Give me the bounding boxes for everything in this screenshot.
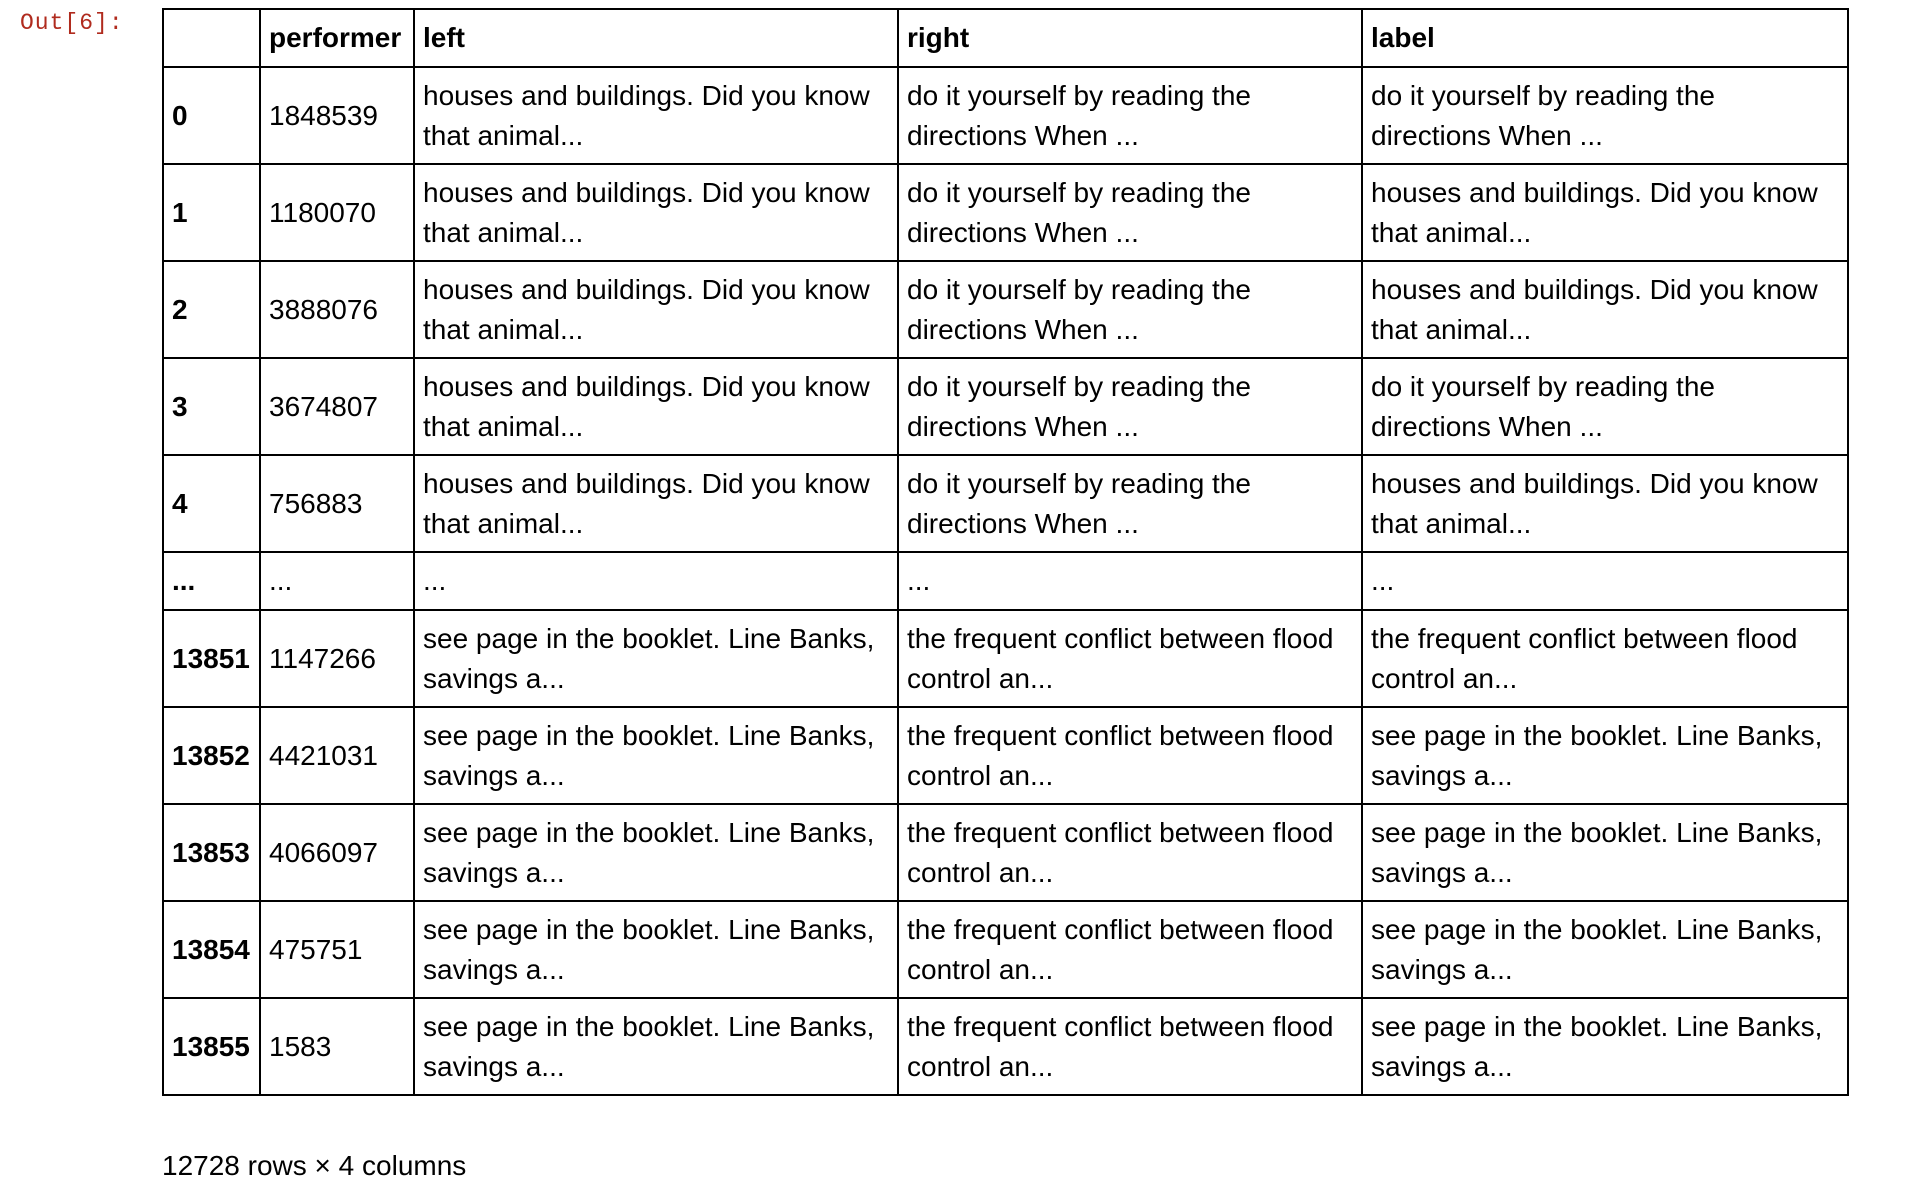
cell-performer: 1147266: [260, 610, 414, 707]
table-row: [163, 998, 1848, 1095]
cell-right: do it yourself by reading the directions When ...: [898, 67, 1362, 164]
cell-performer: 475751: [260, 901, 414, 998]
row-index: 2: [163, 261, 260, 358]
cell-performer: 4066097: [260, 804, 414, 901]
row-index: 3: [163, 358, 260, 455]
cell-label: do it yourself by reading the directions When ...: [1362, 358, 1848, 455]
cell-label: houses and buildings. Did you know that animal...: [1362, 261, 1848, 358]
ellipsis-row: [163, 552, 1848, 610]
column-header-performer: performer: [260, 9, 414, 67]
table-row: [163, 358, 1848, 455]
cell-left: see page in the booklet. Line Banks, savings a...: [414, 707, 898, 804]
cell-left: houses and buildings. Did you know that animal...: [414, 358, 898, 455]
cell-performer: 1848539: [260, 67, 414, 164]
cell-left: houses and buildings. Did you know that animal...: [414, 67, 898, 164]
dataframe-shape: 12728 rows × 4 columns: [162, 1150, 467, 1181]
cell-right: ...: [898, 552, 1362, 610]
cell-left: see page in the booklet. Line Banks, savings a...: [414, 804, 898, 901]
column-header-label: label: [1362, 9, 1848, 67]
cell-label: see page in the booklet. Line Banks, savings a...: [1362, 707, 1848, 804]
cell-left: see page in the booklet. Line Banks, savings a...: [414, 610, 898, 707]
row-index: 13851: [163, 610, 260, 707]
cell-performer: 3888076: [260, 261, 414, 358]
cell-right: do it yourself by reading the directions When ...: [898, 261, 1362, 358]
cell-label: see page in the booklet. Line Banks, savings a...: [1362, 901, 1848, 998]
cell-performer: 4421031: [260, 707, 414, 804]
row-index: 13852: [163, 707, 260, 804]
cell-performer: 1180070: [260, 164, 414, 261]
cell-label: houses and buildings. Did you know that animal...: [1362, 164, 1848, 261]
cell-performer: 756883: [260, 455, 414, 552]
cell-left: see page in the booklet. Line Banks, savings a...: [414, 901, 898, 998]
header-row: [163, 9, 1848, 67]
cell-performer: ...: [260, 552, 414, 610]
table-row: [163, 610, 1848, 707]
row-index: 13855: [163, 998, 260, 1095]
table-row: [163, 901, 1848, 998]
cell-right: do it yourself by reading the directions When ...: [898, 358, 1362, 455]
cell-left: see page in the booklet. Line Banks, savings a...: [414, 998, 898, 1095]
cell-performer: 1583: [260, 998, 414, 1095]
cell-label: see page in the booklet. Line Banks, savings a...: [1362, 998, 1848, 1095]
cell-performer: 3674807: [260, 358, 414, 455]
output-prompt: Out[6]:: [20, 10, 124, 36]
table-row: [163, 707, 1848, 804]
cell-right: do it yourself by reading the directions When ...: [898, 455, 1362, 552]
table-row: [163, 261, 1848, 358]
table-row: [163, 67, 1848, 164]
row-index: 13854: [163, 901, 260, 998]
cell-right: the frequent conflict between flood control an...: [898, 610, 1362, 707]
table-row: [163, 455, 1848, 552]
row-index: 0: [163, 67, 260, 164]
cell-left: houses and buildings. Did you know that animal...: [414, 455, 898, 552]
row-index: ...: [163, 552, 260, 610]
cell-right: the frequent conflict between flood control an...: [898, 804, 1362, 901]
cell-right: the frequent conflict between flood control an...: [898, 901, 1362, 998]
cell-left: houses and buildings. Did you know that animal...: [414, 261, 898, 358]
cell-output: [162, 8, 1849, 1096]
dataframe-table: [162, 8, 1849, 1096]
cell-label: ...: [1362, 552, 1848, 610]
cell-label: see page in the booklet. Line Banks, savings a...: [1362, 804, 1848, 901]
column-header-right: right: [898, 9, 1362, 67]
row-index: 4: [163, 455, 260, 552]
cell-right: the frequent conflict between flood control an...: [898, 707, 1362, 804]
row-index: 1: [163, 164, 260, 261]
cell-label: the frequent conflict between flood control an...: [1362, 610, 1848, 707]
cell-right: the frequent conflict between flood control an...: [898, 998, 1362, 1095]
cell-left: ...: [414, 552, 898, 610]
row-index: 13853: [163, 804, 260, 901]
column-header-left: left: [414, 9, 898, 67]
cell-label: houses and buildings. Did you know that animal...: [1362, 455, 1848, 552]
table-row: [163, 164, 1848, 261]
cell-right: do it yourself by reading the directions When ...: [898, 164, 1362, 261]
cell-left: houses and buildings. Did you know that animal...: [414, 164, 898, 261]
cell-label: do it yourself by reading the directions When ...: [1362, 67, 1848, 164]
table-row: [163, 804, 1848, 901]
column-header-index: [163, 9, 260, 67]
